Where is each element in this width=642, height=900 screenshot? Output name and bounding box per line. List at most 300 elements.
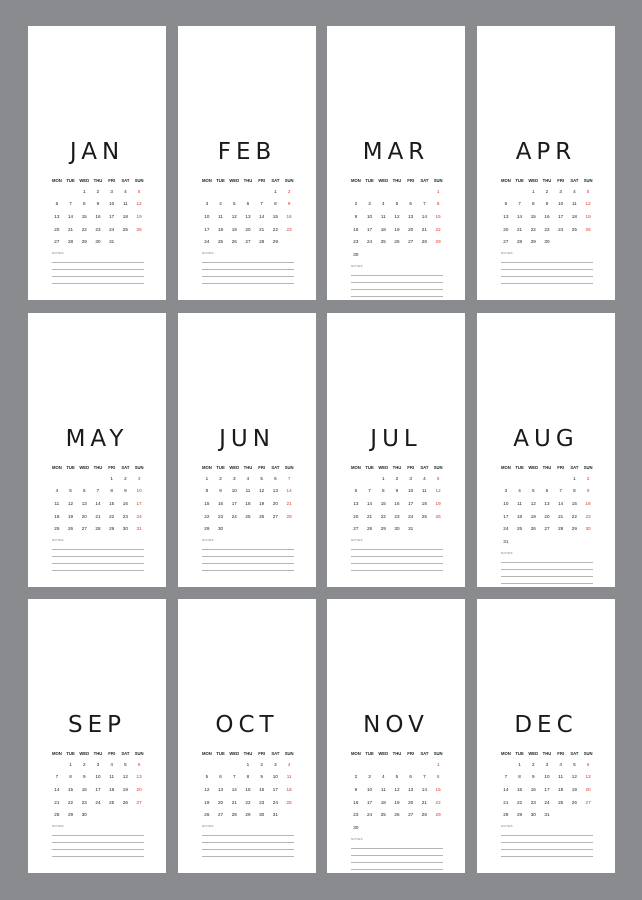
day-cell: 23	[286, 226, 292, 232]
day-cell: 18	[380, 226, 386, 232]
weekday-header: WED	[528, 178, 539, 183]
weekday-header: FRI	[557, 751, 565, 756]
day-cell	[540, 535, 554, 548]
day-cell: 28	[54, 812, 60, 818]
day-cell	[418, 758, 432, 771]
weekday-header: SUN	[433, 751, 443, 756]
month-title: JUN	[219, 426, 275, 452]
day-cell: 6	[137, 761, 141, 767]
day-cell: 25	[286, 799, 292, 805]
month-card-sep	[28, 599, 166, 873]
day-cell: 27	[353, 526, 359, 532]
weekday-header: THU	[243, 751, 253, 756]
day-cell: 12	[122, 774, 128, 780]
day-cell: 27	[54, 239, 60, 245]
day-cell: 2	[82, 761, 86, 767]
weekday-header: SAT	[121, 465, 130, 470]
week-row	[50, 771, 146, 784]
day-cell: 17	[408, 500, 414, 506]
weekday-header: TUE	[365, 751, 374, 756]
week-row	[50, 235, 146, 248]
week-row	[499, 522, 595, 535]
weekday-header: SUN	[284, 465, 294, 470]
week-row	[349, 185, 445, 198]
month-title: NOV	[363, 712, 429, 738]
month-card-jun	[178, 313, 316, 587]
day-cell: 15	[204, 500, 210, 506]
day-cell: 29	[245, 812, 251, 818]
day-cell: 4	[246, 475, 250, 481]
month-title: JUL	[370, 426, 422, 452]
day-cell: 25	[245, 513, 251, 519]
day-cell: 7	[232, 774, 236, 780]
weekday-header: TUE	[515, 751, 524, 756]
day-cell: 20	[585, 786, 591, 792]
day-cell: 15	[435, 786, 441, 792]
month-grid	[200, 749, 296, 821]
day-cell: 28	[421, 239, 427, 245]
week-row	[50, 472, 146, 485]
day-cell: 28	[421, 812, 427, 818]
day-cell	[418, 821, 432, 834]
day-cell: 14	[259, 213, 265, 219]
note-line	[52, 283, 144, 284]
day-cell: 12	[530, 500, 536, 506]
day-cell: 20	[136, 786, 142, 792]
day-cell	[568, 235, 582, 248]
notes-area	[202, 824, 294, 857]
day-cell: 28	[67, 239, 74, 245]
day-cell: 9	[260, 774, 263, 780]
day-cell: 4	[55, 488, 59, 494]
day-cell: 11	[517, 500, 522, 506]
weekday-header: THU	[243, 178, 253, 183]
day-cell: 22	[435, 799, 441, 805]
note-line	[501, 849, 593, 850]
day-cell: 5	[436, 475, 440, 481]
day-cell: 23	[585, 513, 591, 519]
day-cell	[404, 758, 418, 771]
day-cell	[418, 248, 432, 261]
day-cell: 18	[558, 786, 564, 792]
day-cell: 8	[381, 488, 385, 494]
notes-label: NOTES	[52, 251, 64, 255]
note-line	[501, 283, 593, 284]
day-cell: 16	[81, 786, 87, 792]
day-cell: 22	[245, 799, 251, 805]
note-line	[351, 862, 443, 863]
day-cell	[513, 185, 527, 198]
month-card-feb	[178, 26, 316, 300]
note-line	[351, 275, 443, 276]
note-line	[202, 283, 294, 284]
day-cell: 24	[95, 799, 101, 805]
day-cell: 23	[122, 513, 128, 519]
day-cell: 5	[137, 188, 141, 194]
day-cell: 2	[96, 188, 100, 194]
day-cell: 30	[217, 526, 224, 532]
weekday-header: FRI	[258, 465, 266, 470]
day-cell: 11	[380, 786, 386, 792]
day-cell: 31	[136, 526, 142, 532]
weekday-header: WED	[229, 178, 240, 183]
day-cell	[526, 472, 540, 485]
week-row	[50, 796, 146, 809]
day-cell: 5	[260, 475, 263, 481]
week-row	[349, 796, 445, 809]
day-cell: 30	[81, 812, 87, 818]
month-title: MAY	[65, 426, 129, 452]
day-cell: 3	[232, 475, 236, 481]
day-cell: 1	[573, 475, 576, 481]
weekday-header: WED	[229, 465, 240, 470]
day-cell: 19	[571, 786, 577, 792]
note-line	[351, 296, 443, 297]
day-cell: 18	[516, 513, 523, 519]
day-cell	[363, 248, 377, 261]
day-cell	[499, 758, 513, 771]
weekday-header: THU	[243, 465, 253, 470]
day-cell: 10	[231, 488, 237, 494]
day-cell: 4	[287, 761, 291, 767]
day-cell: 27	[245, 239, 251, 245]
day-cell: 23	[353, 812, 359, 818]
day-cell: 11	[218, 213, 223, 219]
day-cell	[431, 248, 445, 261]
note-line	[52, 556, 144, 557]
day-cell	[119, 808, 133, 821]
day-cell: 11	[122, 201, 128, 207]
weekday-header: SAT	[420, 465, 429, 470]
day-cell: 18	[571, 213, 577, 219]
note-line	[351, 869, 443, 870]
day-cell: 3	[274, 761, 277, 767]
day-cell: 22	[81, 226, 87, 232]
day-cell: 8	[573, 488, 576, 494]
day-cell: 20	[217, 799, 224, 805]
month-grid	[499, 176, 595, 248]
weekday-header: FRI	[108, 465, 116, 470]
day-cell: 27	[408, 239, 414, 245]
weekday-header: TUE	[66, 178, 75, 183]
day-cell: 7	[559, 488, 562, 494]
notes-area	[501, 551, 593, 584]
week-row	[50, 758, 146, 771]
weekday-header: SAT	[570, 178, 579, 183]
day-cell	[390, 248, 404, 261]
day-cell: 15	[380, 500, 386, 506]
day-cell: 15	[435, 213, 441, 219]
day-cell: 14	[54, 786, 60, 792]
week-row	[349, 223, 445, 236]
day-cell	[390, 758, 404, 771]
week-row	[50, 808, 146, 821]
day-cell: 25	[558, 799, 564, 805]
week-row	[349, 497, 445, 510]
day-cell: 9	[219, 488, 222, 494]
week-row	[499, 472, 595, 485]
week-row	[349, 485, 445, 498]
weekday-header: WED	[229, 751, 240, 756]
day-cell: 16	[353, 226, 359, 232]
day-cell: 29	[109, 526, 115, 532]
day-cell: 9	[586, 488, 590, 494]
month-title: MAR	[362, 139, 430, 165]
note-line	[351, 289, 443, 290]
day-cell: 26	[67, 526, 74, 532]
day-cell	[269, 522, 283, 535]
week-row	[50, 210, 146, 223]
day-cell: 7	[423, 201, 426, 207]
month-title: JAN	[69, 139, 125, 165]
day-cell: 17	[95, 786, 101, 792]
day-cell: 7	[55, 774, 59, 780]
week-row	[349, 248, 445, 261]
day-cell: 26	[204, 812, 210, 818]
day-cell: 1	[381, 475, 385, 481]
month-card-jul	[327, 313, 465, 587]
day-cell	[91, 808, 105, 821]
day-cell: 30	[353, 251, 359, 257]
day-cell	[200, 185, 214, 198]
note-line	[351, 855, 443, 856]
weekday-header: FRI	[258, 178, 266, 183]
day-cell: 30	[95, 239, 101, 245]
month-title: SEP	[67, 712, 126, 738]
week-row	[499, 185, 595, 198]
weekday-header: SUN	[134, 751, 144, 756]
day-cell: 23	[217, 513, 224, 519]
day-cell	[214, 758, 228, 771]
weekday-header: FRI	[407, 465, 415, 470]
note-line	[501, 262, 593, 263]
day-cell: 4	[381, 774, 385, 780]
weekday-header: TUE	[365, 178, 374, 183]
weekday-header: WED	[79, 465, 90, 470]
day-cell: 23	[353, 239, 359, 245]
day-cell	[554, 808, 568, 821]
day-cell: 17	[544, 786, 550, 792]
weekday-header: WED	[378, 751, 389, 756]
day-cell: 28	[95, 526, 101, 532]
day-cell: 8	[82, 201, 86, 207]
day-cell: 10	[503, 500, 509, 506]
note-line	[52, 549, 144, 550]
weekday-header: MON	[350, 751, 361, 756]
weekday-header: TUE	[216, 465, 225, 470]
day-cell: 24	[136, 513, 142, 519]
note-line	[52, 856, 144, 857]
day-cell: 7	[287, 475, 291, 481]
day-cell	[363, 758, 377, 771]
day-cell: 26	[530, 526, 536, 532]
day-cell: 13	[408, 213, 414, 219]
day-cell: 15	[67, 786, 74, 792]
day-cell: 8	[436, 774, 440, 780]
day-cell: 26	[259, 513, 265, 519]
weekday-header: THU	[542, 751, 552, 756]
month-grid	[200, 176, 296, 248]
notes-label: NOTES	[501, 550, 513, 555]
day-cell: 18	[122, 213, 128, 219]
notes-label: NOTES	[202, 538, 214, 542]
day-cell: 5	[232, 201, 236, 207]
note-line	[351, 549, 443, 550]
week-row	[50, 198, 146, 211]
notes-label: NOTES	[202, 251, 214, 255]
day-cell: 29	[81, 239, 87, 245]
day-cell	[581, 235, 595, 248]
day-cell: 16	[353, 799, 359, 805]
day-cell: 1	[274, 188, 277, 194]
weekday-header: THU	[93, 178, 103, 183]
day-cell	[241, 185, 255, 198]
day-cell: 16	[585, 500, 591, 506]
weekday-header: TUE	[66, 751, 75, 756]
notes-area	[202, 251, 294, 284]
notes-area	[52, 538, 144, 571]
day-cell: 20	[245, 226, 251, 232]
day-cell: 6	[409, 774, 412, 780]
weekday-header: TUE	[216, 178, 225, 183]
day-cell: 16	[394, 500, 400, 506]
notes-area	[351, 837, 443, 870]
day-cell: 3	[409, 475, 412, 481]
weekday-header: WED	[378, 465, 389, 470]
week-row	[200, 497, 296, 510]
month-card-may	[28, 313, 166, 587]
day-cell: 12	[435, 488, 441, 494]
day-cell: 12	[571, 774, 577, 780]
day-cell: 3	[368, 201, 371, 207]
day-cell: 14	[421, 786, 427, 792]
weekday-header: THU	[392, 751, 402, 756]
weekday-header: THU	[93, 751, 103, 756]
day-cell: 5	[586, 188, 590, 194]
day-cell: 21	[259, 226, 265, 232]
weekday-header: WED	[528, 465, 539, 470]
day-cell: 6	[274, 475, 277, 481]
month-grid	[349, 176, 445, 261]
note-line	[501, 569, 593, 570]
day-cell: 10	[109, 201, 115, 207]
week-row	[50, 522, 146, 535]
day-cell: 17	[503, 513, 509, 519]
day-cell: 4	[573, 188, 576, 194]
day-cell: 29	[380, 526, 386, 532]
day-cell	[77, 472, 91, 485]
week-row	[200, 510, 296, 523]
month-card-nov	[327, 599, 465, 873]
day-cell: 9	[82, 774, 86, 780]
day-cell: 10	[204, 213, 210, 219]
week-row	[499, 210, 595, 223]
week-row	[349, 198, 445, 211]
day-cell: 30	[394, 526, 400, 532]
weekday-header: SAT	[420, 751, 429, 756]
week-row	[499, 497, 595, 510]
day-cell: 5	[573, 761, 576, 767]
day-cell: 28	[516, 239, 523, 245]
day-cell: 27	[503, 239, 509, 245]
day-cell: 17	[204, 226, 210, 232]
week-row	[499, 485, 595, 498]
day-cell: 29	[435, 812, 441, 818]
day-cell: 21	[558, 513, 564, 519]
day-cell: 8	[69, 774, 72, 780]
day-cell: 30	[353, 824, 359, 830]
weekday-header: SAT	[121, 751, 130, 756]
day-cell: 24	[503, 526, 509, 532]
day-cell: 17	[136, 500, 142, 506]
notes-label: NOTES	[52, 538, 64, 542]
month-grid	[200, 463, 296, 535]
weekday-header: MON	[500, 178, 511, 183]
weekday-header: SUN	[583, 178, 593, 183]
day-cell	[91, 472, 105, 485]
day-cell	[105, 808, 119, 821]
day-cell: 15	[109, 500, 115, 506]
day-cell: 4	[423, 475, 426, 481]
day-cell: 14	[366, 500, 373, 506]
note-line	[501, 583, 593, 584]
day-cell: 16	[259, 786, 265, 792]
weekday-header: FRI	[108, 178, 116, 183]
day-cell: 9	[354, 786, 358, 792]
month-grid	[499, 463, 595, 548]
note-line	[501, 835, 593, 836]
day-cell: 26	[571, 799, 577, 805]
day-cell	[255, 522, 269, 535]
day-cell: 22	[272, 226, 278, 232]
day-cell: 10	[136, 488, 142, 494]
day-cell: 26	[122, 799, 128, 805]
day-cell: 3	[205, 201, 209, 207]
weekday-header: TUE	[515, 465, 524, 470]
note-line	[202, 549, 294, 550]
day-cell: 13	[272, 488, 278, 494]
week-row	[50, 223, 146, 236]
day-cell: 6	[219, 774, 222, 780]
day-cell: 21	[95, 513, 101, 519]
notes-area	[351, 538, 443, 571]
month-card-apr	[477, 26, 615, 300]
week-row	[200, 522, 296, 535]
week-row	[200, 223, 296, 236]
day-cell: 2	[395, 475, 399, 481]
day-cell: 11	[380, 213, 386, 219]
day-cell: 19	[67, 513, 74, 519]
day-cell: 22	[571, 513, 577, 519]
week-row	[200, 185, 296, 198]
day-cell	[349, 185, 363, 198]
week-row	[499, 223, 595, 236]
day-cell: 5	[205, 774, 209, 780]
weekday-header: SUN	[284, 178, 294, 183]
day-cell: 28	[366, 526, 373, 532]
note-line	[52, 269, 144, 270]
day-cell: 24	[109, 226, 115, 232]
day-cell: 16	[530, 786, 536, 792]
day-cell: 29	[516, 812, 523, 818]
day-cell	[568, 535, 582, 548]
day-cell	[526, 535, 540, 548]
weekday-header: MON	[500, 751, 511, 756]
week-row	[499, 235, 595, 248]
day-cell	[404, 185, 418, 198]
day-cell: 19	[530, 513, 536, 519]
week-row	[200, 485, 296, 498]
